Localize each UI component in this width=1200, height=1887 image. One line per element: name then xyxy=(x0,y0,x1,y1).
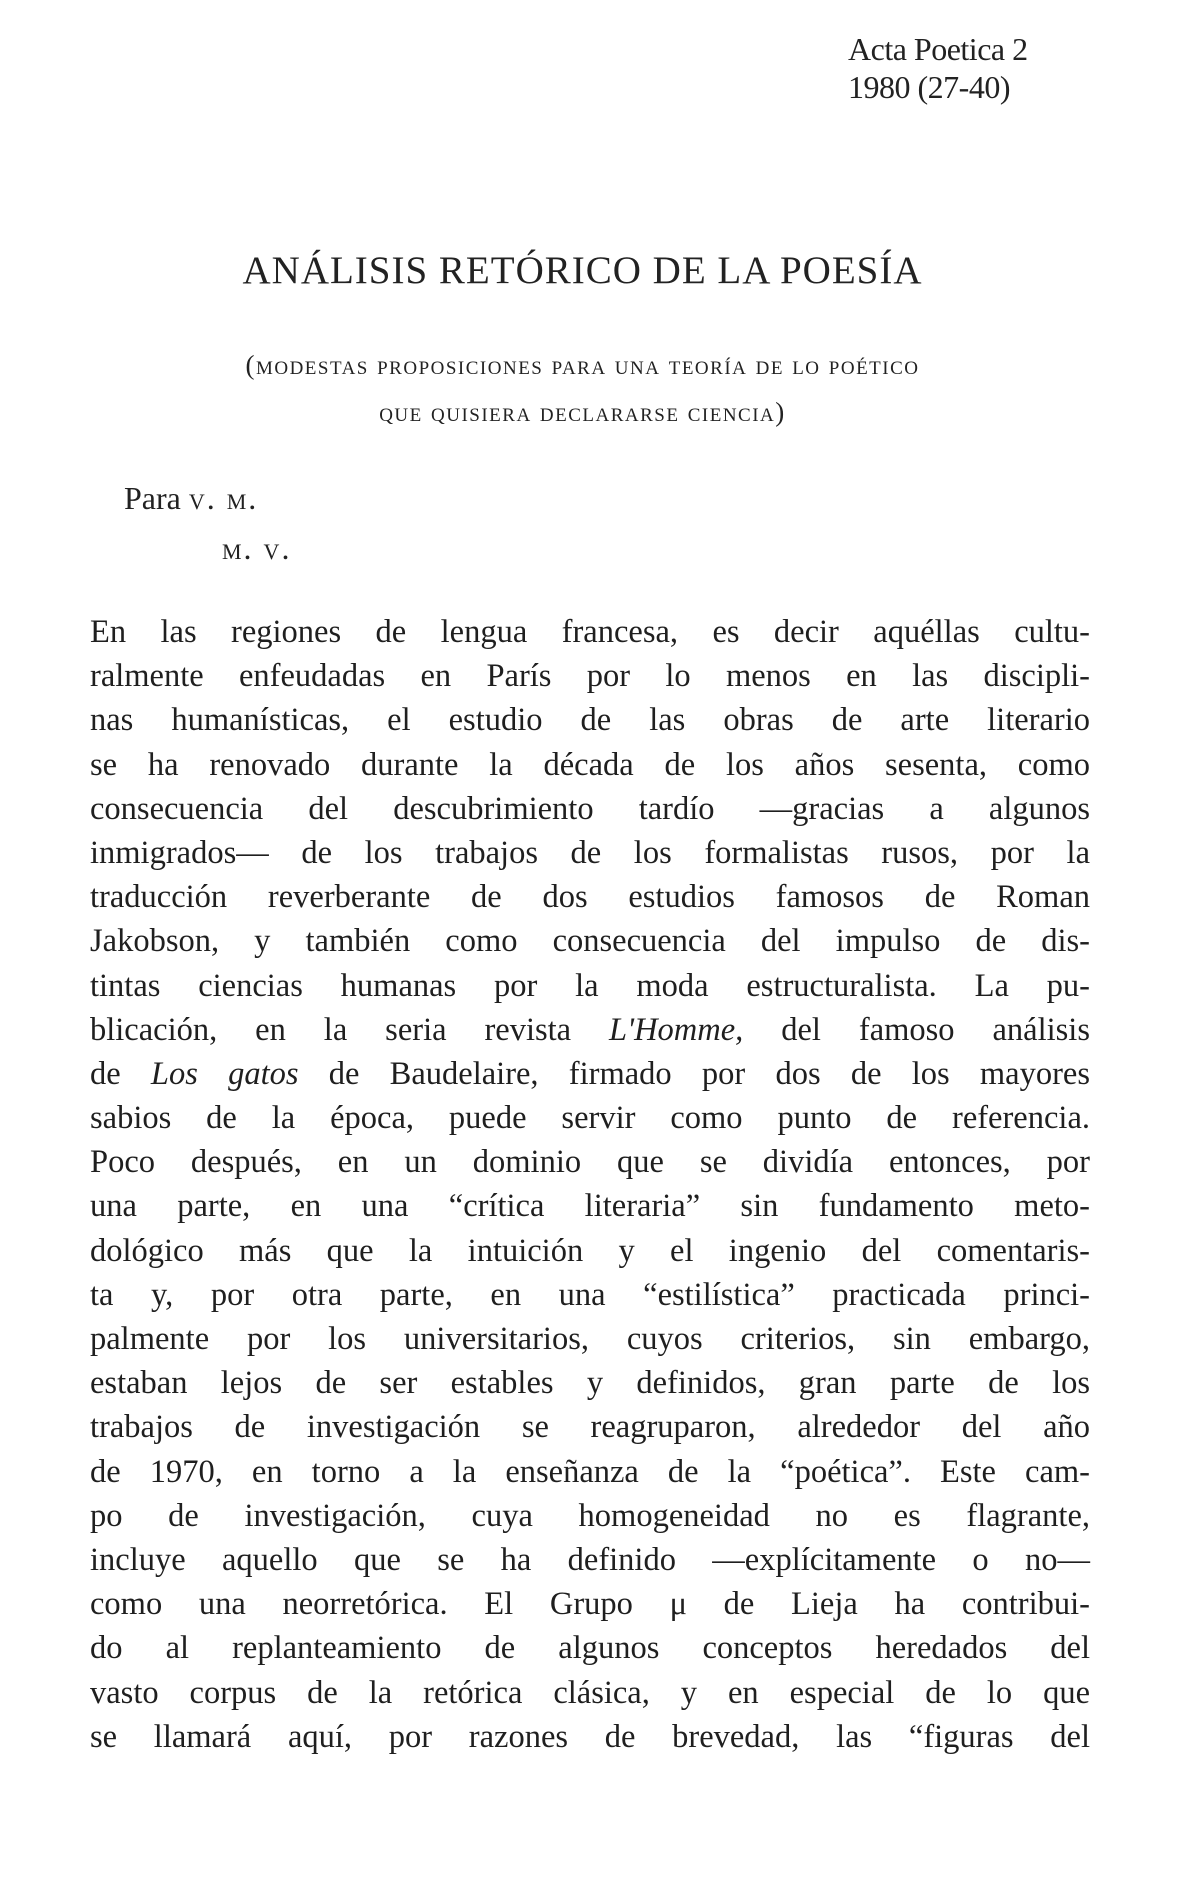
poem-title-italic: Los gatos xyxy=(150,1055,299,1092)
body-text-segment: de Baudelaire, firmado por dos de los mayores xyxy=(298,1055,1090,1092)
body-line: do al replanteamiento de algunos conceptos heredados del xyxy=(90,1630,1090,1667)
body-line: inmigrados— de los trabajos de los formalistas rusos, por la xyxy=(90,834,1090,871)
body-line: incluye aquello que se ha definido —explícitamente o no— xyxy=(90,1541,1090,1578)
dedication-line-2 xyxy=(222,530,291,567)
body-line: nas humanísticas, el estudio de las obras de arte literario xyxy=(90,702,1090,739)
body-text-segment: blicación, en la seria revista xyxy=(90,1011,610,1048)
body-line: Poco después, en un dominio que se dividía entonces, por xyxy=(90,1144,1090,1181)
article-subtitle-line-1: (modestas proposiciones para una teoría de lo poético xyxy=(245,350,920,380)
citation-year-pages: 1980 (27-40) xyxy=(848,69,1010,105)
body-line: trabajos de investigación se reagruparon, alrededor del año xyxy=(90,1409,1090,1446)
dedication-initials-1: v. m. xyxy=(188,480,259,516)
body-line: de 1970, en torno a la enseñanza de la “poética”. Este cam- xyxy=(90,1453,1090,1490)
body-line: Jakobson, y también como consecuencia del impulso de dis- xyxy=(90,923,1090,960)
body-line: dológico más que la intuición y el ingenio del comentaris- xyxy=(90,1232,1090,1269)
journal-citation xyxy=(848,30,1028,106)
body-line: se ha renovado durante la década de los años sesenta, como xyxy=(90,746,1090,783)
journal-name-italic: L'Homme, xyxy=(609,1011,744,1048)
dedication-prefix: Para xyxy=(124,480,181,516)
body-line: palmente por los universitarios, cuyos criterios, sin embargo, xyxy=(90,1321,1090,1357)
body-line: En las regiones de lengua francesa, es decir aquéllas cultu- xyxy=(90,614,1090,650)
body-line-with-journal-title xyxy=(90,1008,1090,1052)
body-line: estaban lejos de ser estables y definidos, gran parte de los xyxy=(90,1365,1090,1402)
article-subtitle-line-2: que quisiera declararse ciencia) xyxy=(379,397,786,427)
body-line: se llamará aquí, por razones de brevedad, las “figuras del xyxy=(90,1718,1090,1755)
body-line: po de investigación, cuya homogeneidad no es flagrante, xyxy=(90,1497,1090,1534)
body-line: sabios de la época, puede servir como punto de referencia. xyxy=(90,1100,1090,1137)
article-title: ANÁLISIS RETÓRICO DE LA POESÍA xyxy=(242,249,923,292)
body-text-segment: de xyxy=(90,1055,151,1092)
body-line: vasto corpus de la retórica clásica, y en especial de lo que xyxy=(90,1674,1090,1711)
body-line: una parte, en una “crítica literaria” sin fundamento meto- xyxy=(90,1188,1090,1225)
body-line: consecuencia del descubrimiento tardío —gracias a algunos xyxy=(90,790,1090,827)
body-line: traducción reverberante de dos estudios famosos de Roman xyxy=(90,879,1090,916)
body-line: tintas ciencias humanas por la moda estructuralista. La pu- xyxy=(90,967,1090,1004)
body-line: como una neorretórica. El Grupo μ de Lieja ha contribui- xyxy=(90,1586,1090,1623)
dedication-line-1 xyxy=(124,480,258,517)
body-line-with-poem-title xyxy=(90,1052,1090,1096)
body-paragraph xyxy=(90,610,1090,1759)
body-text-segment: del famoso análisis xyxy=(743,1011,1090,1048)
citation-journal: Acta Poetica 2 xyxy=(848,31,1028,67)
dedication-initials-2: m. v. xyxy=(222,530,292,566)
body-line: ralmente enfeudadas en París por lo menos en las discipli- xyxy=(90,658,1090,695)
body-line: ta y, por otra parte, en una “estilística” practicada princi- xyxy=(90,1276,1090,1313)
